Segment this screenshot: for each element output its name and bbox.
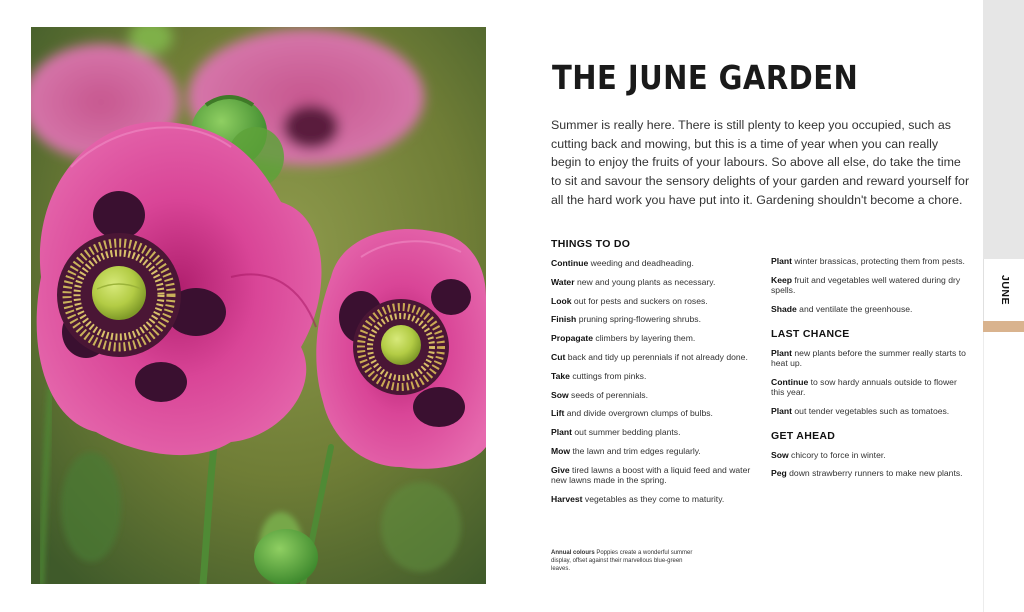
task-verb: Continue — [551, 258, 589, 268]
task-item — [551, 494, 751, 505]
task-verb: Give — [551, 464, 570, 475]
task-text: out for pests and suckers on roses. — [571, 295, 708, 306]
task-text: vegetables as they come to maturity. — [582, 494, 725, 505]
caption-title: Annual colours — [551, 550, 595, 556]
task-item — [771, 450, 971, 461]
task-verb: Plant — [771, 406, 793, 417]
task-text: and ventilate the greenhouse. — [796, 304, 913, 315]
task-verb: Finish — [551, 314, 577, 325]
small-bud — [254, 529, 318, 584]
month-tab — [983, 0, 1024, 612]
task-text: fruit and vegetables well watered during dry spells. — [771, 274, 961, 296]
poppy-illustration — [31, 27, 486, 584]
task-item — [771, 256, 971, 267]
task-text: seeds of perennials. — [568, 389, 648, 400]
task-text: cuttings from pinks. — [569, 370, 647, 381]
task-verb: Plant — [551, 427, 573, 438]
task-text: new plants before the summer really starts to heat up. — [771, 347, 966, 369]
task-item — [551, 371, 751, 382]
task-item — [551, 352, 751, 363]
task-text: out summer bedding plants. — [572, 427, 681, 438]
right-column — [771, 256, 971, 487]
task-verb: Continue — [771, 376, 809, 387]
task-text: weeding and deadheading. — [588, 258, 694, 268]
task-verb: Sow — [771, 449, 789, 460]
task-text: to sow hardy annuals outside to flower this year. — [771, 376, 957, 398]
second-poppy — [316, 229, 486, 469]
task-verb: Lift — [551, 408, 565, 419]
task-item — [551, 465, 751, 486]
things-to-do-continued-list — [771, 256, 971, 315]
task-text: the lawn and trim edges regularly. — [570, 445, 701, 456]
task-verb: Peg — [771, 468, 787, 479]
task-text: new and young plants as necessary. — [574, 276, 716, 287]
task-verb: Plant — [771, 256, 793, 266]
get-ahead-heading: GET AHEAD — [771, 429, 836, 442]
task-item — [771, 348, 971, 369]
page-title: THE JUNE GARDEN — [552, 58, 859, 97]
task-verb: Look — [551, 295, 572, 306]
task-item — [551, 296, 751, 307]
task-item — [551, 314, 751, 325]
things-to-do-heading: THINGS TO DO — [551, 238, 631, 250]
poppy-photo — [31, 27, 486, 584]
task-text: back and tidy up perennials if not already done. — [565, 351, 748, 362]
task-verb: Propagate — [551, 333, 594, 344]
task-item — [551, 277, 751, 288]
tab-grey-band — [983, 0, 1024, 259]
tab-lower — [983, 332, 1024, 612]
task-text: and divide overgrown clumps of bulbs. — [564, 408, 713, 419]
task-verb: Keep — [771, 274, 793, 285]
task-text: pruning spring-flowering shrubs. — [576, 314, 701, 325]
task-verb: Cut — [551, 351, 566, 362]
task-verb: Mow — [551, 445, 571, 456]
task-item — [771, 406, 971, 417]
tab-accent-bar — [983, 321, 1024, 332]
task-item — [551, 446, 751, 457]
task-text: winter brassicas, protecting them from pests. — [792, 256, 965, 266]
tab-label-box — [983, 259, 1024, 321]
task-item — [771, 468, 971, 479]
task-item — [551, 427, 751, 438]
get-ahead-list — [771, 450, 971, 479]
task-item — [551, 408, 751, 419]
task-verb: Plant — [771, 347, 793, 358]
things-to-do-column — [551, 238, 751, 513]
month-label: JUNE — [998, 274, 1011, 306]
task-item — [551, 333, 751, 344]
task-text: out tender vegetables such as tomatoes. — [792, 406, 950, 417]
task-text: climbers by layering them. — [593, 333, 696, 344]
caption-text: Poppies create a wonderful summer display, offset against their marvellous blue-green leaves. — [551, 550, 693, 572]
task-item — [771, 377, 971, 398]
things-to-do-list — [551, 258, 751, 505]
task-verb: Water — [551, 276, 575, 287]
task-item — [551, 258, 751, 269]
task-item — [771, 275, 971, 296]
photo-caption — [551, 549, 699, 573]
intro-paragraph: Summer is really here. There is still plenty to keep you occupied, such as cutting back and mowing, but this is a time of year when you can really begin to enjoy the fruits of your labours. So above all else, do take the time to sit and savour the sensory delights of your garden and reward yourself for all the hard work you have put into it. Gardening shouldn't become a chore. — [551, 118, 970, 207]
task-verb: Take — [551, 370, 570, 381]
task-text: tired lawns a boost with a liquid feed and water new lawns made in the spring. — [551, 464, 751, 486]
task-verb: Shade — [771, 304, 797, 315]
task-text: down strawberry runners to make new plants. — [786, 468, 963, 479]
task-verb: Sow — [551, 389, 569, 400]
last-chance-list — [771, 348, 971, 417]
task-text: chicory to force in winter. — [788, 449, 886, 460]
task-item — [551, 390, 751, 401]
task-verb: Harvest — [551, 494, 583, 505]
task-item — [771, 304, 971, 315]
last-chance-heading: LAST CHANCE — [771, 327, 850, 340]
